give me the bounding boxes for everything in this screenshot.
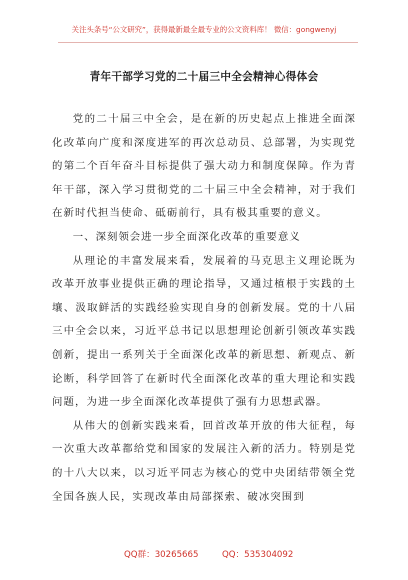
document-title: 青年干部学习党的二十届三中全会精神心得体会 [89,71,319,83]
header-divider [58,42,358,43]
header-promo-note: 关注头条号“公文研究”，获得最新最全最专业的公文资料库！ 微信：gongwenyj [71,25,337,34]
body-paragraph: 从伟大的创新实践来看，回首改革开放的伟大征程，每一次重大改革都给党和国家的发展注入新的活力。特别是党的十八大以来，以习近平同志为核心的党中央团结带领全党全国各族人民，实现改革由局部探索、破冰突围到 [52,419,356,503]
intro-paragraph: 党的二十届三中全会，是在新的历史起点上推进全面深化改革向广度和深度进军的再次总动员、总部署，为实现党的第二个百年奋斗目标提供了强大动力和制度保障。作为青年干部，深入学习贯彻党的二十届三中全会精神，对于我们在新时代担当使命、砥砺前行，具有极其重要的意义。 [52,113,356,220]
document-body [52,108,356,509]
body-paragraph: 从理论的丰富发展来看，发展着的马克思主义理论既为改革开放事业提供正确的理论指导，又通过植根于实践的土壤、汲取鲜活的实践经验实现自身的创新发展。党的十八届三中全会以来，习近平总书记以思想理论创新引领改革实践创新，提出一系列关于全面深化改革的新思想、新观点、新论断，科学回答了在新时代全面深化改革的重大理论和实践问题，为进一步全面深化改革提供了强有力思想武器。 [52,254,356,409]
section-heading: 一、深刻领会进一步全面深化改革的重要意义 [72,230,301,243]
footer-qq-number: QQ：535304092 [222,550,294,560]
footer-qq-group: QQ群：30265665 [124,550,199,560]
footer-contact [0,548,408,564]
